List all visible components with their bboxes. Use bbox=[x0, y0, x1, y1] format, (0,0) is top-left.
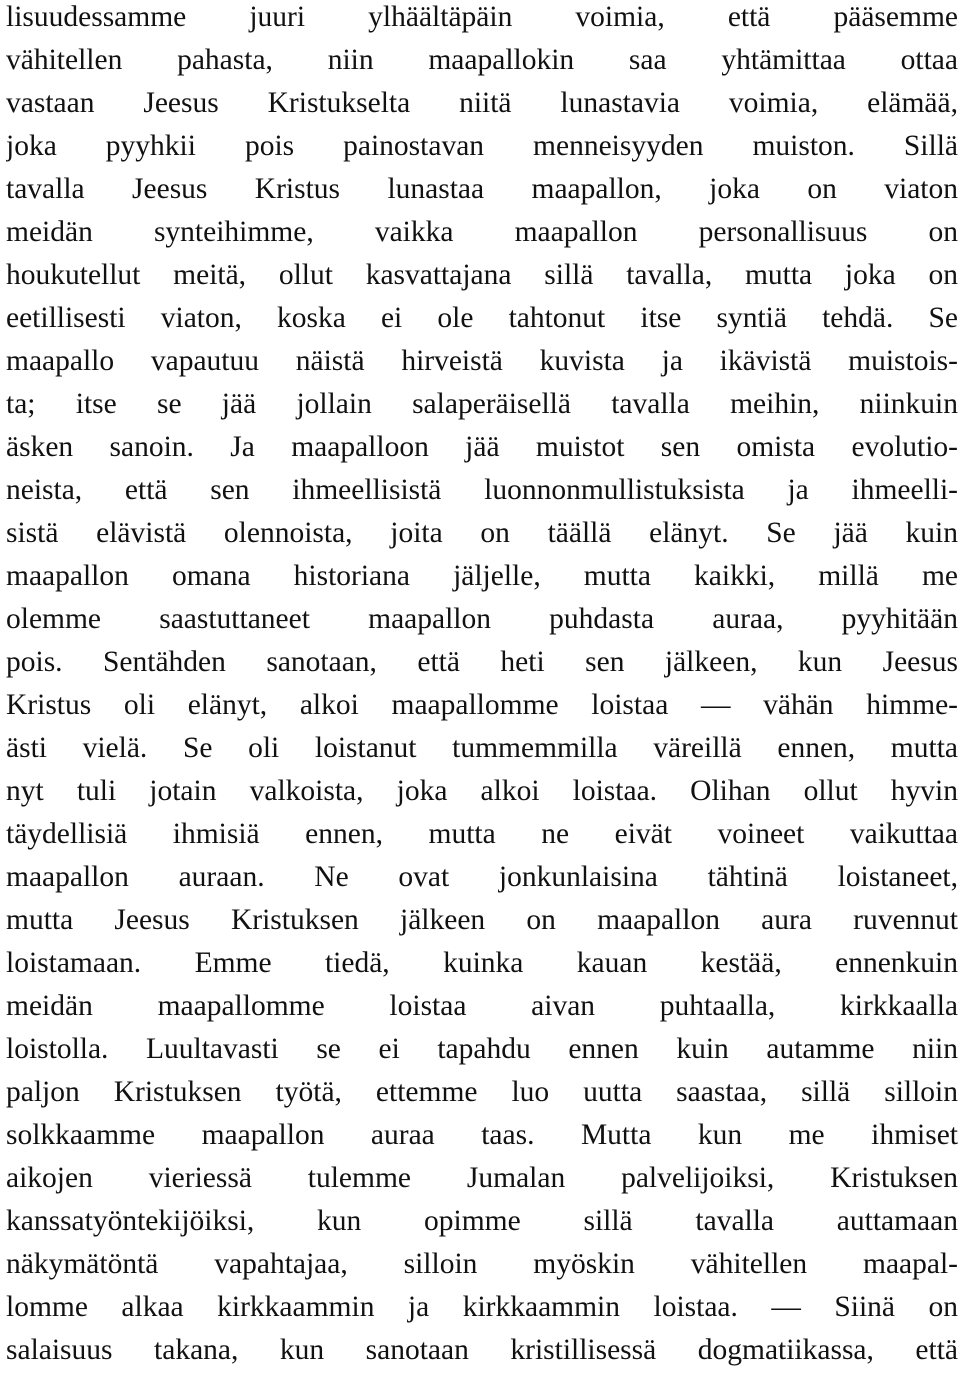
text-line: äsken sanoin. Ja maapalloon jää muistot sen omista evolutio- bbox=[6, 431, 958, 463]
text-line: näkymätöntä vapahtajaa, silloin myöskin vähitellen maapal- bbox=[6, 1248, 958, 1280]
text-line: loistamaan. Emme tiedä, kuinka kauan kestää, ennenkuin bbox=[6, 947, 958, 979]
text-line: ästi vielä. Se oli loistanut tummemmilla väreillä ennen, mutta bbox=[6, 732, 958, 764]
text-line: tavalla Jeesus Kristus lunastaa maapallon, joka on viaton bbox=[6, 173, 958, 205]
text-line: aikojen vieriessä tulemme Jumalan palvelijoiksi, Kristuksen bbox=[6, 1162, 958, 1194]
text-line: meidän maapallomme loistaa aivan puhtaalla, kirkkaalla bbox=[6, 990, 958, 1022]
text-line: joka pyyhkii pois painostavan menneisyyden muiston. Sillä bbox=[6, 130, 958, 162]
text-line: paljon Kristuksen työtä, ettemme luo uutta saastaa, sillä silloin bbox=[6, 1076, 958, 1108]
text-line: mutta Jeesus Kristuksen jälkeen on maapallon aura ruvennut bbox=[6, 904, 958, 936]
text-line: pois. Sentähden sanotaan, että heti sen jälkeen, kun Jeesus bbox=[6, 646, 958, 678]
text-line: olemme saastuttaneet maapallon puhdasta auraa, pyyhitään bbox=[6, 603, 958, 635]
text-line: houkutellut meitä, ollut kasvattajana sillä tavalla, mutta joka on bbox=[6, 259, 958, 291]
text-line: täydellisiä ihmisiä ennen, mutta ne eivät voineet vaikuttaa bbox=[6, 818, 958, 850]
text-line: ta; itse se jää jollain salaperäisellä tavalla meihin, niinkuin bbox=[6, 388, 958, 420]
text-line: lisuudessamme juuri ylhäältäpäin voimia, että pääsemme bbox=[6, 1, 958, 33]
text-line: maapallon omana historiana jäljelle, mutta kaikki, millä me bbox=[6, 560, 958, 592]
text-line: loistolla. Luultavasti se ei tapahdu ennen kuin autamme niin bbox=[6, 1033, 958, 1065]
text-line: kanssatyöntekijöiksi, kun opimme sillä tavalla auttamaan bbox=[6, 1205, 958, 1237]
text-line: maapallon auraan. Ne ovat jonkunlaisina tähtinä loistaneet, bbox=[6, 861, 958, 893]
text-line: neista, että sen ihmeellisistä luonnonmullistuksista ja ihmeelli- bbox=[6, 474, 958, 506]
text-line: meidän synteihimme, vaikka maapallon personallisuus on bbox=[6, 216, 958, 248]
text-line: nyt tuli jotain valkoista, joka alkoi loistaa. Olihan ollut hyvin bbox=[6, 775, 958, 807]
text-line: Kristus oli elänyt, alkoi maapallomme loistaa — vähän himme- bbox=[6, 689, 958, 721]
text-line: vastaan Jeesus Kristukselta niitä lunastavia voimia, elämää, bbox=[6, 87, 958, 119]
text-line: maapallo vapautuu näistä hirveistä kuvista ja ikävistä muistois- bbox=[6, 345, 958, 377]
text-line: eetillisesti viaton, koska ei ole tahtonut itse syntiä tehdä. Se bbox=[6, 302, 958, 334]
document-page bbox=[6, 0, 958, 1392]
text-line: sistä elävistä olennoista, joita on täällä elänyt. Se jää kuin bbox=[6, 517, 958, 549]
text-line: solkkaamme maapallon auraa taas. Mutta kun me ihmiset bbox=[6, 1119, 958, 1151]
text-line: lomme alkaa kirkkaammin ja kirkkaammin loistaa. — Siinä on bbox=[6, 1291, 958, 1323]
text-line: vähitellen pahasta, niin maapallokin saa yhtämittaa ottaa bbox=[6, 44, 958, 76]
text-line: salaisuus takana, kun sanotaan kristillisessä dogmatiikassa, että bbox=[6, 1334, 958, 1366]
